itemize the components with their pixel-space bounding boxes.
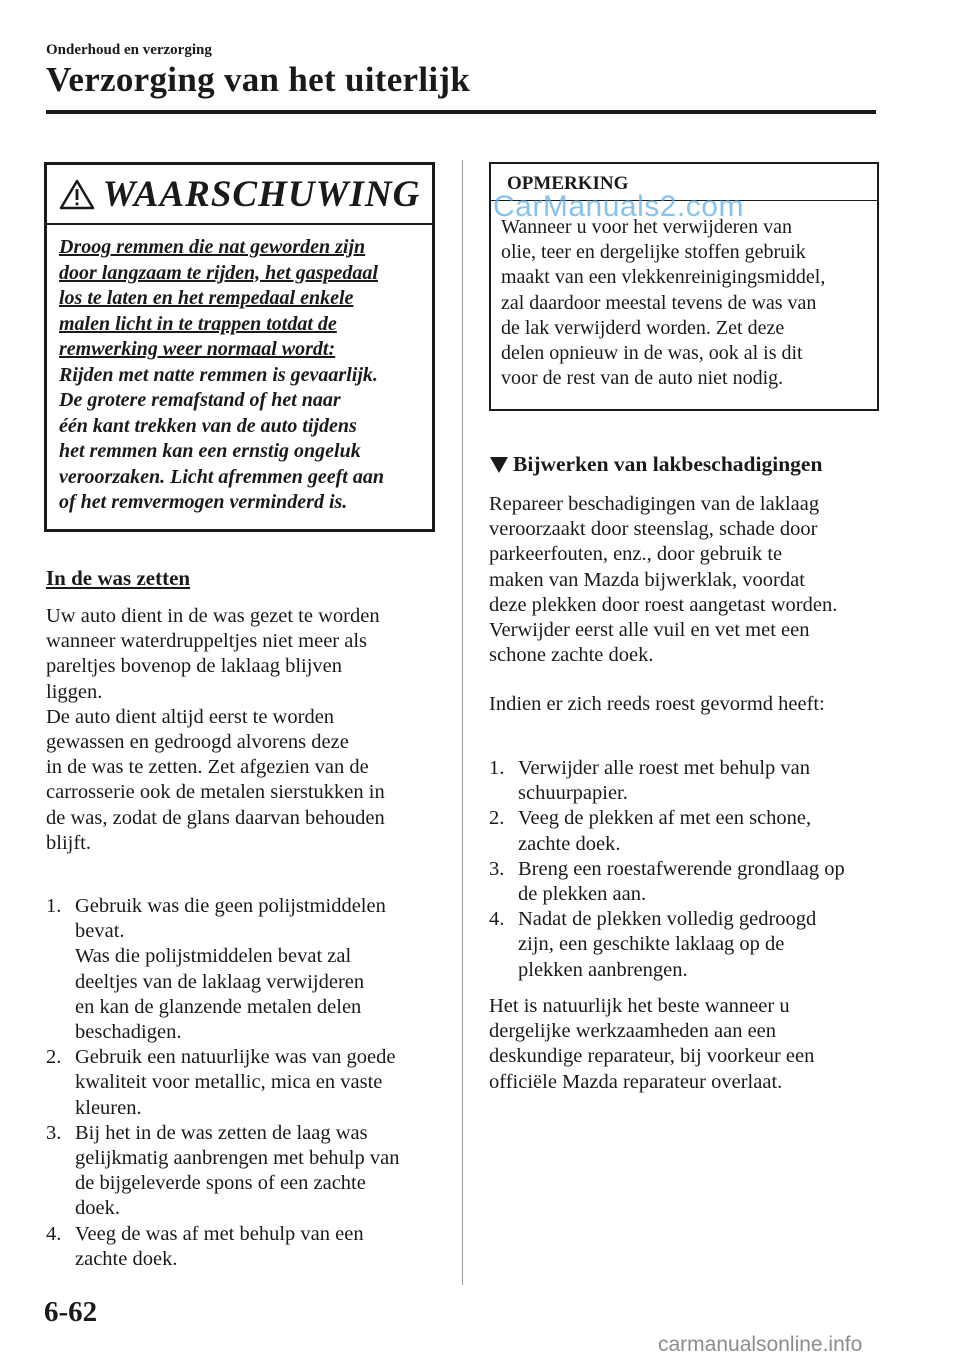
page-title: Verzorging van het uiterlijk	[46, 60, 471, 99]
text-line: schone zachte doek.	[489, 644, 654, 667]
text-line: voor de rest van de auto niet nodig.	[501, 367, 784, 390]
warning-underlined-line: remwerking weer normaal wordt:	[59, 338, 336, 360]
text-line: deskundige reparateur, bij voorkeur een	[489, 1045, 815, 1068]
text-line: delen opnieuw in de was, ook al is dit	[501, 342, 803, 365]
text-line: veroorzaakt door steenslag, schade door	[489, 518, 818, 541]
text-line: bevat.	[75, 920, 125, 943]
text-line: Veeg de was af met behulp van een	[75, 1222, 364, 1245]
warning-line: of het remvermogen verminderd is.	[59, 491, 348, 513]
list-item	[46, 1121, 436, 1222]
text-line: Uw auto dient in de was gezet te worden	[46, 605, 380, 627]
text-line: Veeg de plekken af met een schone,	[518, 807, 812, 830]
rust-intro: Indien er zich reeds roest gevormd heeft:	[489, 693, 825, 715]
text-line: zachte doek.	[75, 1247, 178, 1270]
list-item	[489, 756, 881, 806]
text-line: en kan de glanzende metalen delen	[75, 995, 362, 1018]
text-line: carrosserie ook de metalen sierstukken in	[46, 781, 385, 804]
closing-paragraph	[489, 994, 879, 1095]
warning-header	[47, 165, 432, 225]
text-line: deeltjes van de laklaag verwijderen	[75, 970, 365, 993]
title-rule	[46, 110, 876, 114]
warning-line: Rijden met natte remmen is gevaarlijk.	[59, 363, 378, 386]
page-number: 6-62	[44, 1296, 98, 1328]
text-line: De auto dient altijd eerst te worden	[46, 705, 335, 728]
warning-title: WAARSCHUWING	[102, 173, 421, 215]
paint-repair-paragraph	[489, 492, 879, 668]
list-number: 1.	[46, 895, 62, 917]
text-line: Wanneer u voor het verwijderen van	[501, 216, 793, 238]
text-line: wanneer waterdruppeltjes niet meer als	[46, 630, 368, 653]
text-line: gewassen en gedroogd alvorens deze	[46, 731, 349, 754]
list-number: 3.	[489, 857, 505, 880]
text-line: Verwijder eerst alle vuil en vet met een	[489, 619, 810, 642]
text-line: zal daardoor meestal tevens de was van	[501, 291, 817, 314]
text-line: de bijgeleverde spons of een zachte	[75, 1172, 366, 1195]
text-line: plekken aanbrengen.	[518, 958, 688, 981]
text-line: beschadigen.	[75, 1021, 182, 1044]
text-line: gelijkmatig aanbrengen met behulp van	[75, 1147, 400, 1170]
waxing-steps-list	[46, 894, 436, 1272]
column-divider	[462, 160, 463, 1285]
text-line: dergelijke werkzaamheden aan een	[489, 1020, 777, 1043]
text-line: in de was te zetten. Zet afgezien van de	[46, 756, 369, 779]
warning-line: het remmen kan een ernstig ongeluk	[59, 440, 361, 462]
list-item	[46, 894, 436, 1045]
list-item	[489, 806, 881, 856]
text-line: de was, zodat de glans daarvan behouden	[46, 806, 385, 829]
text-line: de lak verwijderd worden. Zet deze	[501, 316, 785, 339]
note-title: OPMERKING	[491, 164, 877, 201]
text-line: de plekken aan.	[518, 883, 647, 906]
subheading-text: Bijwerken van lakbeschadigingen	[513, 452, 823, 476]
text-line: liggen.	[46, 680, 103, 703]
text-line: kwaliteit voor metallic, mica en vaste	[75, 1071, 383, 1094]
warning-box	[44, 162, 435, 532]
text-line: Repareer beschadigingen van de laklaag	[489, 493, 820, 515]
section-label: Onderhoud en verzorging	[46, 42, 212, 58]
waxing-subheading: In de was zetten	[46, 566, 191, 590]
text-line: pareltjes bovenop de laklaag blijven	[46, 655, 343, 678]
text-line: officiële Mazda reparateur overlaat.	[489, 1070, 783, 1093]
text-line: Verwijder alle roest met behulp van	[518, 757, 811, 779]
text-line: blijft.	[46, 831, 91, 854]
text-line: doek.	[75, 1197, 120, 1220]
waxing-paragraph	[46, 604, 436, 856]
list-item	[46, 1045, 436, 1121]
note-body	[491, 201, 877, 391]
triangle-down-icon	[489, 456, 509, 474]
text-line: Bij het in de was zetten de laag was	[75, 1121, 368, 1144]
text-line: zijn, een geschikte laklaag op de	[518, 933, 785, 956]
text-line: parkeerfouten, enz., door gebruik te	[489, 543, 783, 566]
text-line: schuurpapier.	[518, 782, 628, 805]
text-line: Breng een roestafwerende grondlaag op	[518, 857, 845, 880]
list-item	[489, 857, 881, 907]
text-line: Gebruik een natuurlijke was van goede	[75, 1046, 396, 1069]
warning-underlined-line: Droog remmen die nat geworden zijn	[59, 236, 366, 258]
warning-line: veroorzaken. Licht afremmen geeft aan	[59, 465, 384, 488]
list-number: 2.	[46, 1046, 62, 1069]
text-line: deze plekken door roest aangetast worden.	[489, 593, 838, 616]
warning-underlined-line: los te laten en het rempedaal enkele	[59, 287, 354, 309]
paint-repair-subheading	[489, 452, 822, 477]
warning-underlined-line: malen licht in te trappen totdat de	[59, 312, 337, 335]
text-line: Nadat de plekken volledig gedroogd	[518, 908, 817, 931]
footer-site-link[interactable]: carmanualsonline.info	[658, 1333, 863, 1356]
text-line: kleuren.	[75, 1096, 142, 1119]
rust-steps-list	[489, 756, 881, 983]
list-number: 2.	[489, 807, 505, 830]
text-line: maakt van een vlekkenreinigingsmiddel,	[501, 266, 826, 289]
warning-body	[47, 225, 432, 516]
list-number: 4.	[46, 1222, 62, 1245]
watermark-link[interactable]: CarManuals2.com	[493, 190, 744, 223]
list-number: 4.	[489, 908, 505, 931]
text-line: olie, teer en dergelijke stoffen gebruik	[501, 241, 806, 264]
text-line: Was die polijstmiddelen bevat zal	[75, 945, 352, 968]
text-line: Gebruik was die geen polijstmiddelen	[75, 895, 386, 917]
list-item	[489, 907, 881, 983]
list-item	[46, 1222, 436, 1272]
text-line: Het is natuurlijk het beste wanneer u	[489, 995, 790, 1017]
warning-line: De grotere remafstand of het naar	[59, 389, 341, 411]
list-number: 3.	[46, 1121, 62, 1144]
warning-underlined-line: door langzaam te rijden, het gaspedaal	[59, 261, 378, 284]
warning-triangle-icon	[59, 178, 95, 210]
warning-line: één kant trekken van de auto tijdens	[59, 414, 357, 437]
text-line: zachte doek.	[518, 832, 621, 855]
text-line: maken van Mazda bijwerklak, voordat	[489, 568, 805, 591]
list-number: 1.	[489, 757, 505, 779]
